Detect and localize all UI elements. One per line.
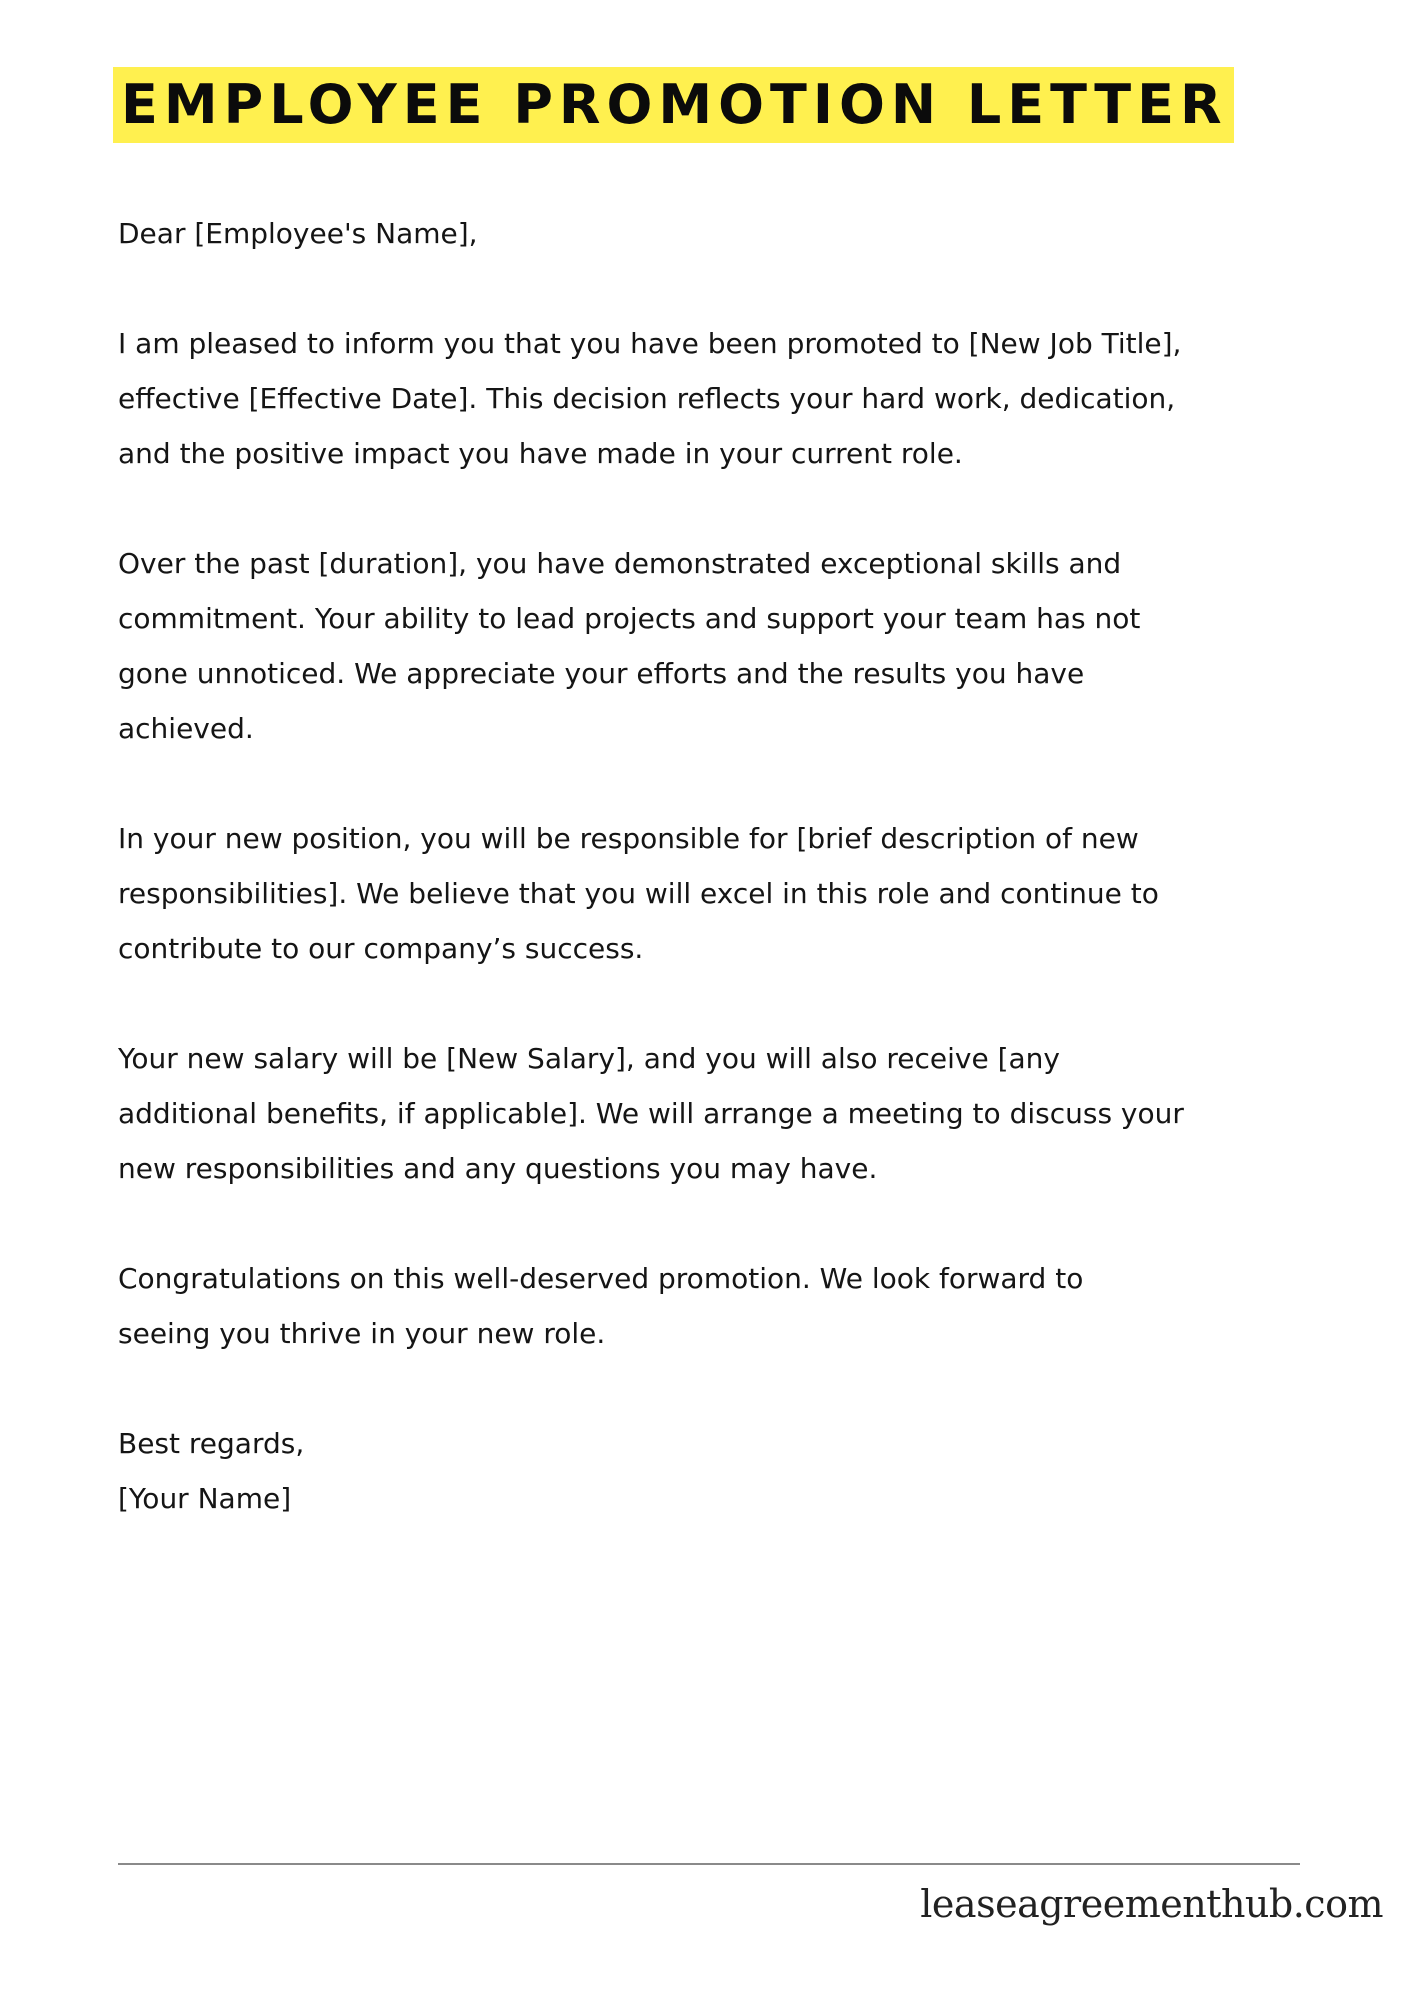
paragraph-performance: [118, 536, 1318, 756]
page-title: EMPLOYEE PROMOTION LETTER: [121, 73, 1228, 136]
footer-website: leaseagreementhub.com: [920, 1882, 1383, 1926]
letter-body: [118, 206, 1318, 1526]
paragraph-line: Congratulations on this well-deserved promotion. We look forward to: [118, 1262, 1084, 1295]
sign-off: [118, 1416, 1318, 1526]
paragraph-line: commitment. Your ability to lead projects and support your team has not: [118, 602, 1141, 635]
paragraph-line: In your new position, you will be responsible for [brief description of new: [118, 822, 1139, 855]
footer-divider: [118, 1863, 1300, 1865]
paragraph-line: Your new salary will be [New Salary], and you will also receive [any: [118, 1042, 1060, 1075]
paragraph-line: new responsibilities and any questions you may have.: [118, 1152, 878, 1185]
paragraph-line: seeing you thrive in your new role.: [118, 1317, 606, 1350]
paragraph-line: effective [Effective Date]. This decision reflects your hard work, dedication,: [118, 382, 1176, 415]
paragraph-line: additional benefits, if applicable]. We will arrange a meeting to discuss your: [118, 1097, 1184, 1130]
title-highlight: [113, 67, 1234, 143]
paragraph-salary: [118, 1031, 1318, 1196]
paragraph-line: Over the past [duration], you have demonstrated exceptional skills and: [118, 547, 1122, 580]
paragraph-line: responsibilities]. We believe that you will excel in this role and continue to: [118, 877, 1159, 910]
greeting: [118, 206, 1318, 261]
closing-line: Best regards,: [118, 1427, 305, 1460]
paragraph-line: gone unnoticed. We appreciate your efforts and the results you have: [118, 657, 1085, 690]
paragraph-promotion: [118, 316, 1318, 481]
paragraph-line: achieved.: [118, 712, 254, 745]
paragraph-line: and the positive impact you have made in your current role.: [118, 437, 963, 470]
greeting-line: Dear [Employee's Name],: [118, 217, 478, 250]
paragraph-responsibilities: [118, 811, 1318, 976]
signature-line: [Your Name]: [118, 1482, 292, 1515]
paragraph-congratulations: [118, 1251, 1318, 1361]
paragraph-line: contribute to our company’s success.: [118, 932, 644, 965]
paragraph-line: I am pleased to inform you that you have been promoted to [New Job Title],: [118, 327, 1182, 360]
